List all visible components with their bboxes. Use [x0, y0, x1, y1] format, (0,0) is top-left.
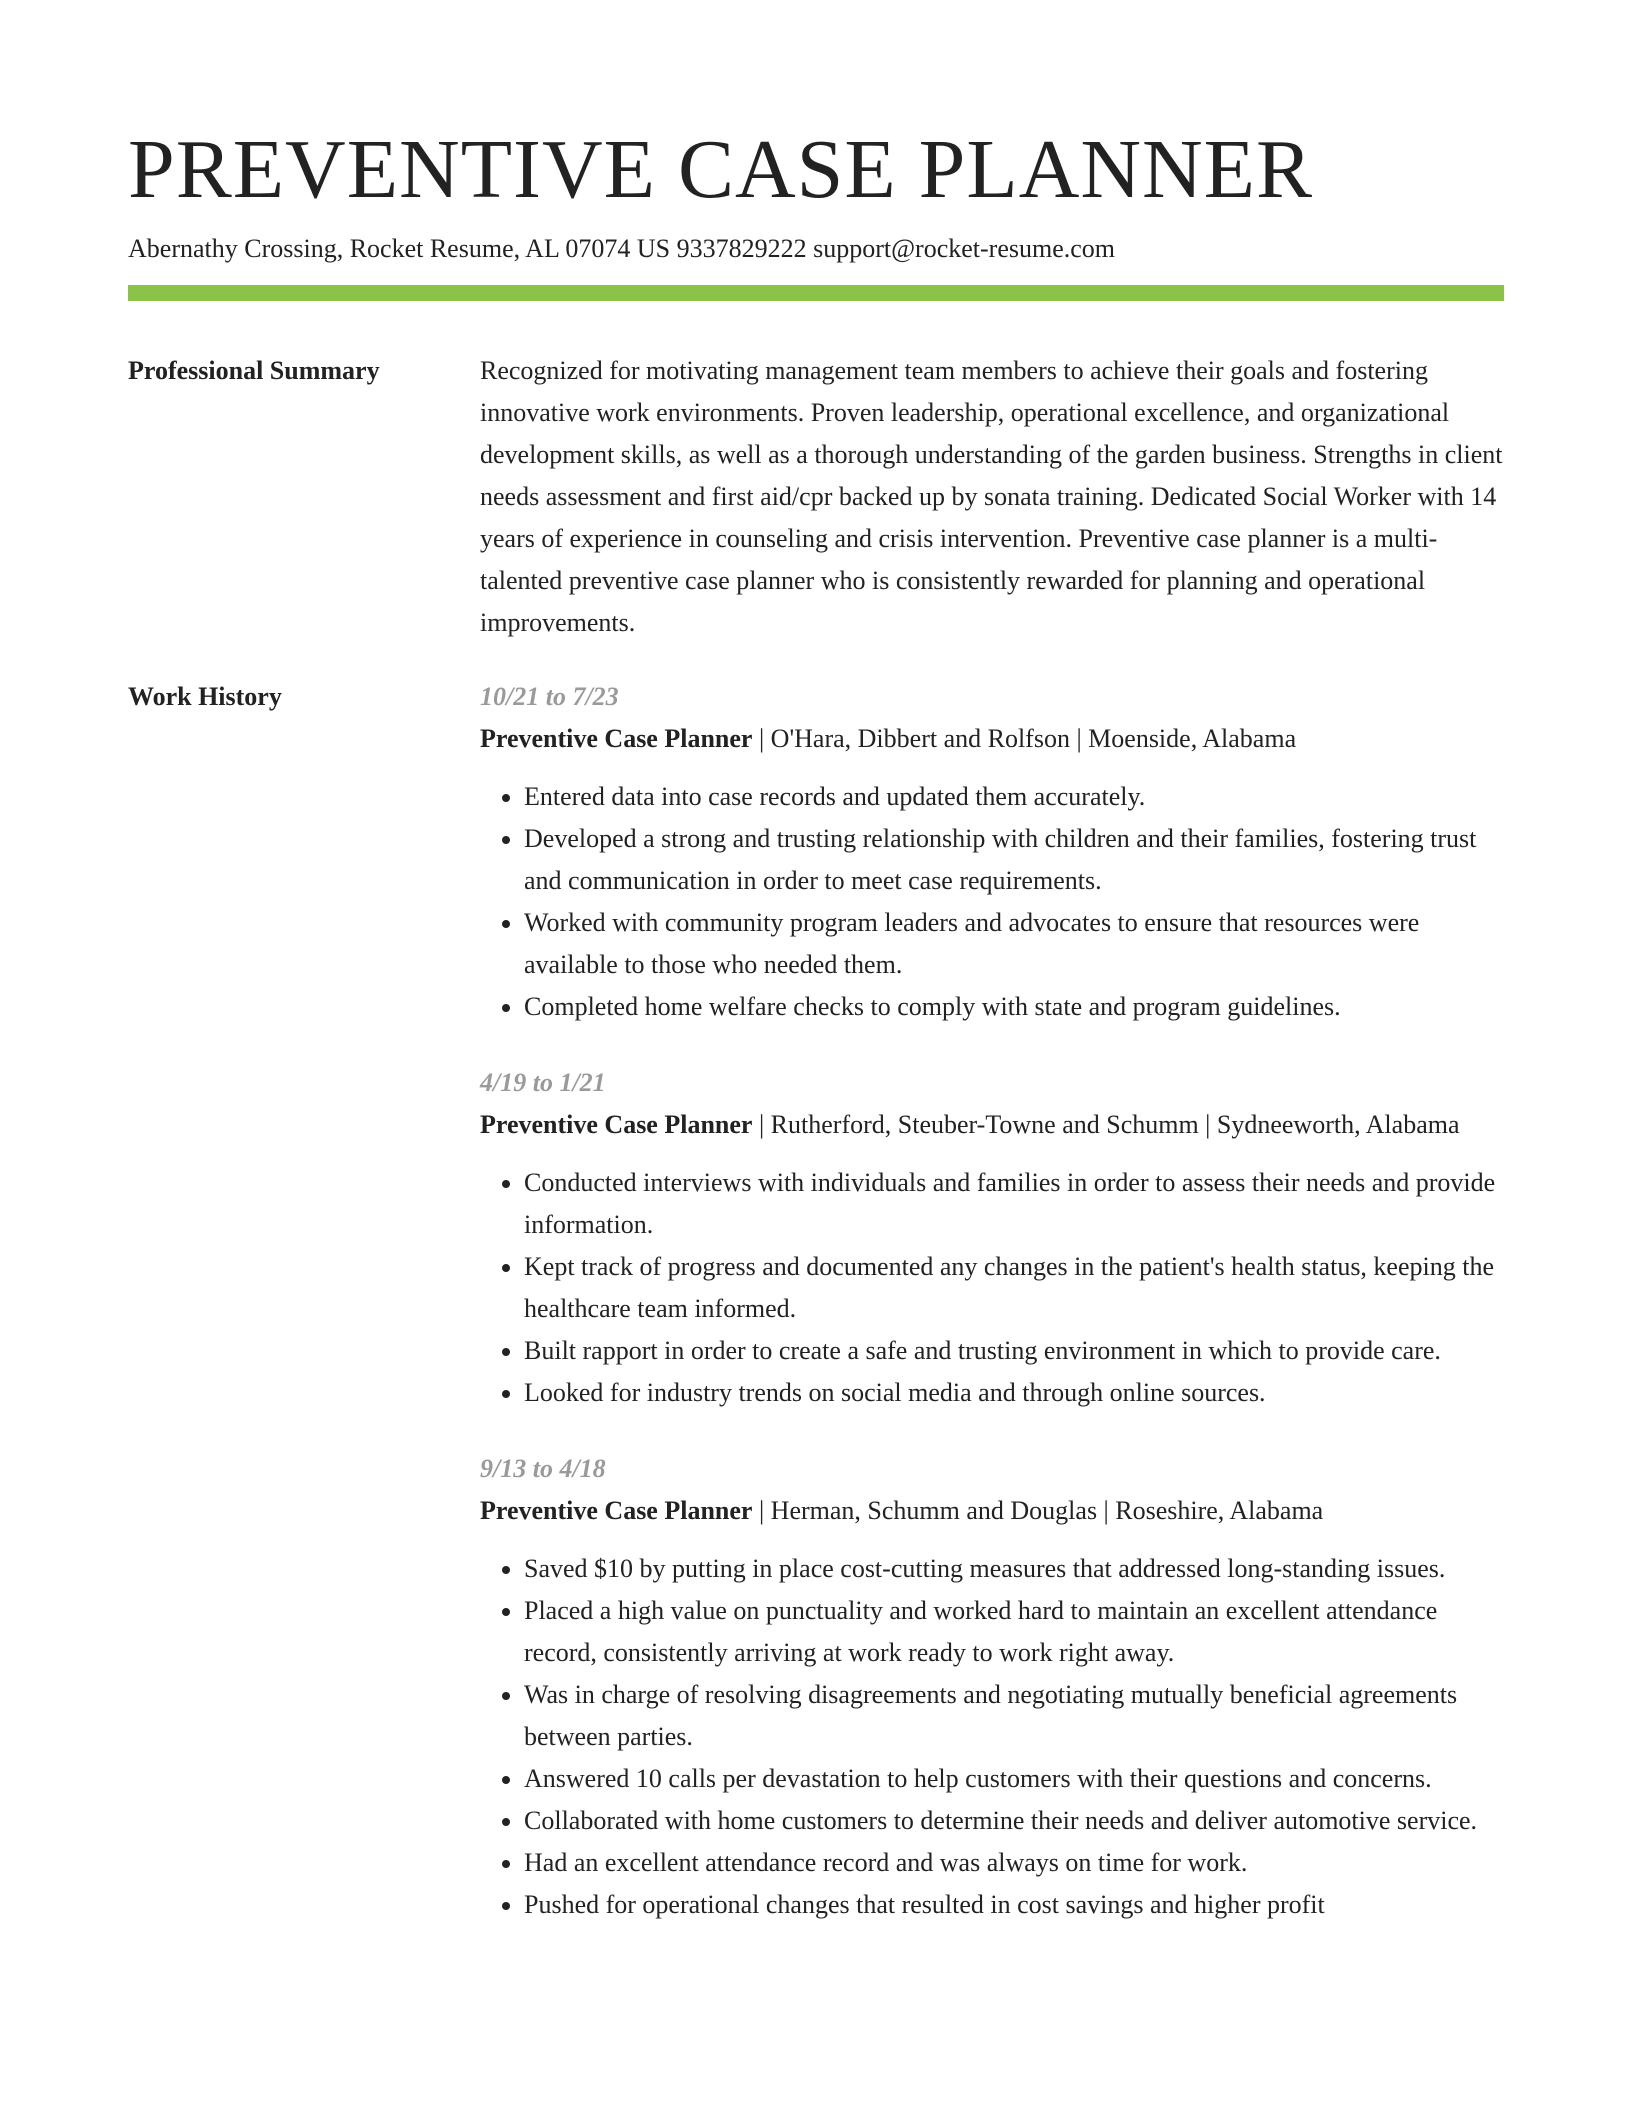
job-bullet: • Completed home welfare checks to comply with state and program guidelines. [524, 986, 1504, 1028]
job-bullets [480, 1548, 1504, 1926]
job-title: Preventive Case Planner [480, 724, 753, 753]
job-bullet: • Conducted interviews with individuals and families in order to assess their needs and provide information. [524, 1162, 1504, 1246]
job-list [480, 676, 1504, 1960]
job-dates: 9/13 to 4/18 [480, 1454, 606, 1483]
accent-divider [128, 285, 1504, 301]
job-heading [480, 718, 1504, 760]
job-bullet: • Looked for industry trends on social media and through online sources. [524, 1372, 1504, 1414]
job-bullet: • Built rapport in order to create a safe and trusting environment in which to provide care. [524, 1330, 1504, 1372]
job-bullet: • Entered data into case records and updated them accurately. [524, 776, 1504, 818]
contact-line: Abernathy Crossing, Rocket Resume, AL 07074 US 9337829222 support@rocket-resume.com [128, 234, 1116, 263]
job-bullet: • Answered 10 calls per devastation to help customers with their questions and concerns. [524, 1758, 1504, 1800]
job-entry [480, 676, 1504, 1028]
job-heading [480, 1490, 1504, 1532]
job-bullet: • Had an excellent attendance record and was always on time for work. [524, 1842, 1504, 1884]
resume-name: PREVENTIVE CASE PLANNER [128, 123, 1314, 216]
job-details: | Rutherford, Steuber-Towne and Schumm | Sydneeworth, Alabama [752, 1110, 1460, 1139]
job-bullet: • Developed a strong and trusting relationship with children and their families, fostering trust and communication in order to meet case requirements. [524, 818, 1504, 902]
job-bullet: • Worked with community program leaders and advocates to ensure that resources were available to those who needed them. [524, 902, 1504, 986]
job-title: Preventive Case Planner [480, 1110, 753, 1139]
job-bullet: • Collaborated with home customers to determine their needs and deliver automotive service. [524, 1800, 1504, 1842]
job-dates: 4/19 to 1/21 [480, 1068, 606, 1097]
job-bullet: • Placed a high value on punctuality and worked hard to maintain an excellent attendance record, consistently arriving at work ready to work right away. [524, 1590, 1504, 1674]
job-bullet: • Pushed for operational changes that resulted in cost savings and higher profit [524, 1884, 1504, 1926]
job-bullet: • Was in charge of resolving disagreements and negotiating mutually beneficial agreements between parties. [524, 1674, 1504, 1758]
summary-heading: Professional Summary [128, 356, 380, 385]
job-heading [480, 1104, 1504, 1146]
job-bullet: • Saved $10 by putting in place cost-cutting measures that addressed long-standing issues. [524, 1548, 1504, 1590]
job-entry [480, 1062, 1504, 1414]
job-bullets [480, 1162, 1504, 1414]
work-history-heading: Work History [128, 682, 282, 711]
summary-text: Recognized for motivating management team members to achieve their goals and fostering innovative work environments. Proven leadership, operational excellence, and organizational development skills, as well as a thorough understanding of the garden business. Strengths in client needs assessment and first aid/cpr backed up by sonata training. Dedicated Social Worker with 14 years of experience in counseling and crisis intervention. Preventive case planner is a multi-talented preventive case planner who is consistently rewarded for planning and operational improvements. [480, 356, 1503, 637]
job-entry [480, 1448, 1504, 1926]
job-dates: 10/21 to 7/23 [480, 682, 619, 711]
job-bullets [480, 776, 1504, 1028]
job-details: | O'Hara, Dibbert and Rolfson | Moenside, Alabama [752, 724, 1297, 753]
job-details: | Herman, Schumm and Douglas | Roseshire, Alabama [752, 1496, 1324, 1525]
job-bullet: • Kept track of progress and documented any changes in the patient's health status, keeping the healthcare team informed. [524, 1246, 1504, 1330]
job-title: Preventive Case Planner [480, 1496, 753, 1525]
